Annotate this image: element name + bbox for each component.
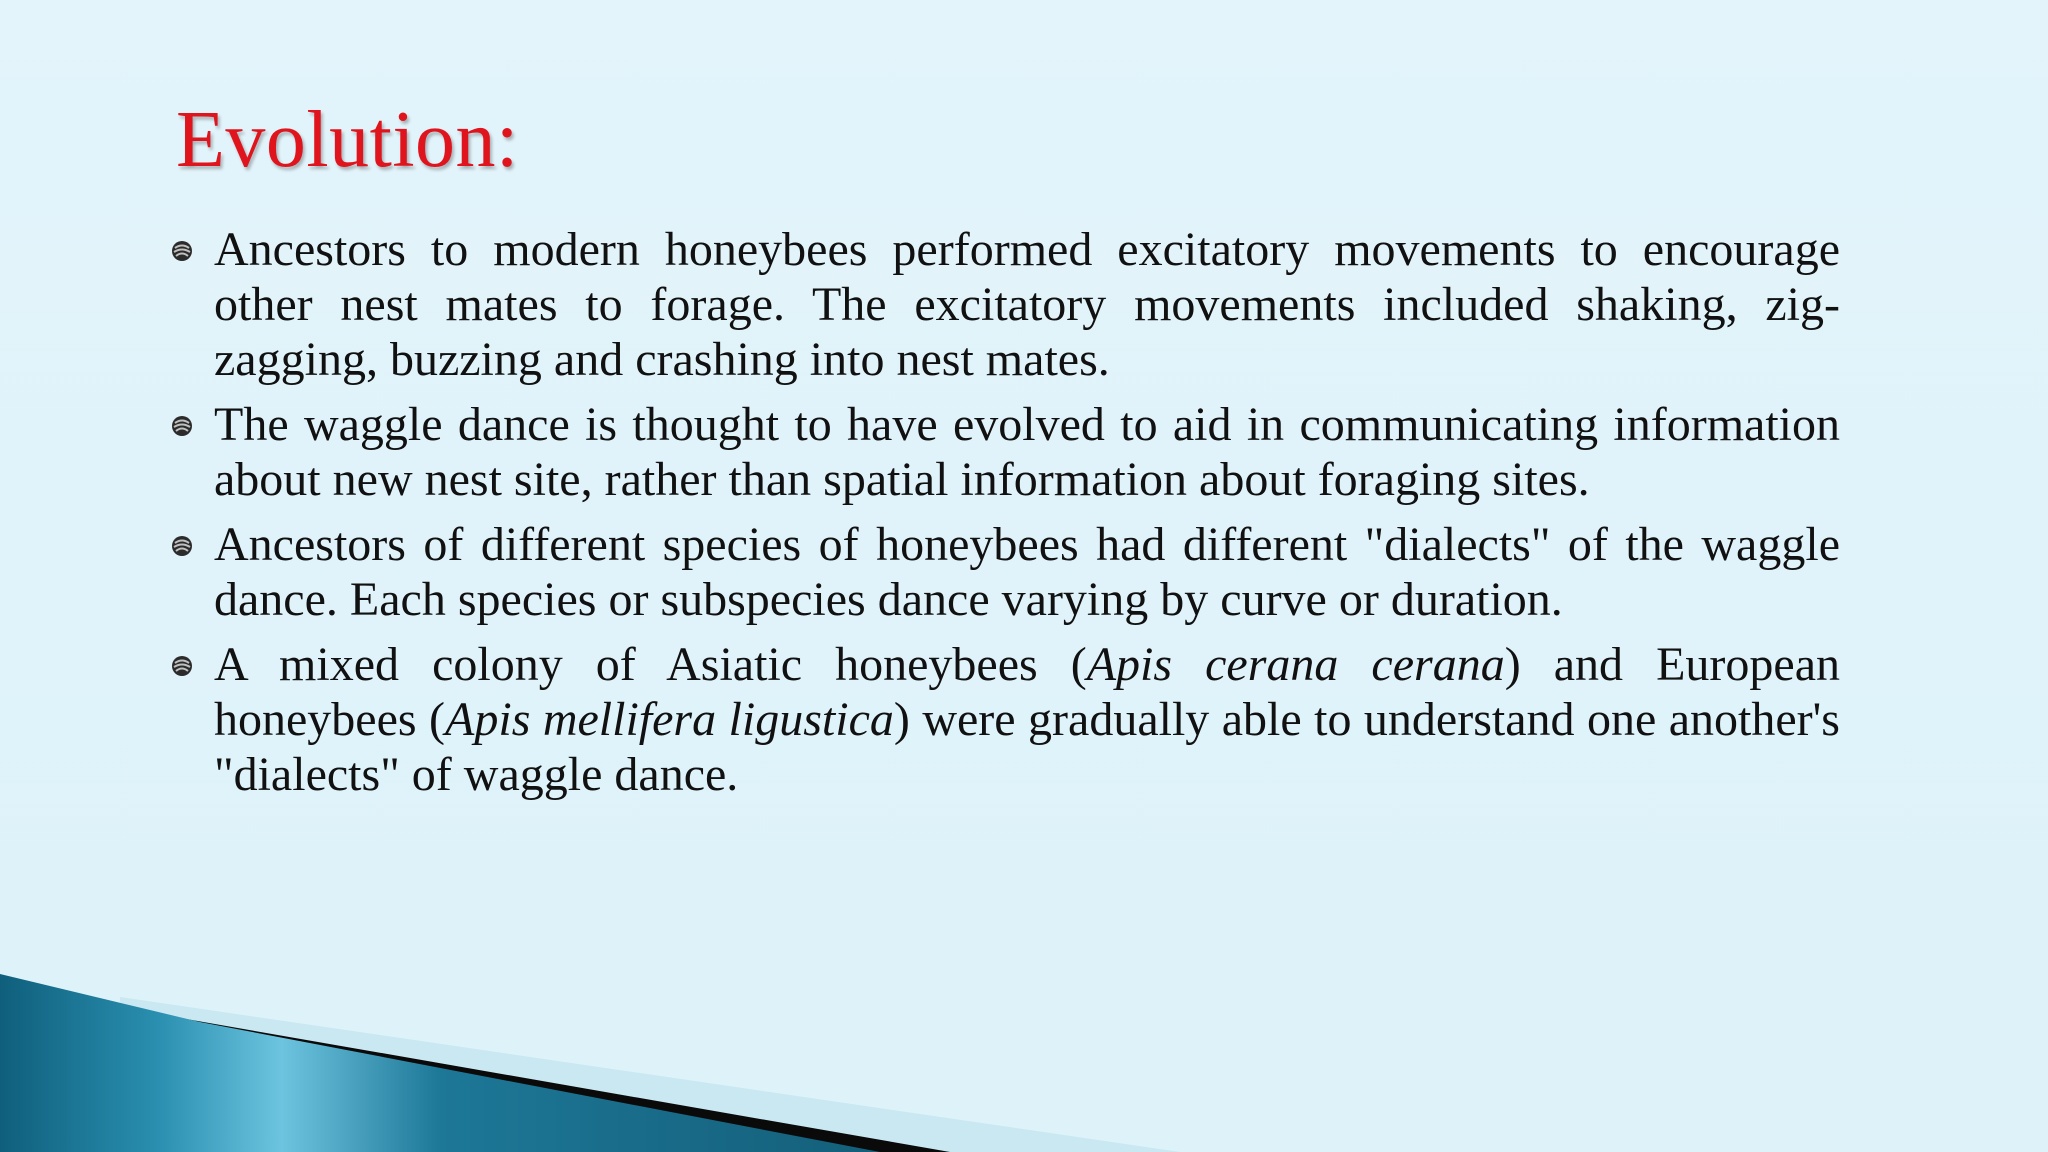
bullet-item [168, 222, 1840, 387]
swirl-bullet-icon [170, 534, 194, 558]
bullet-text: Ancestors of different species of honeybees had different "dialects" of the waggle dance. Each species or subspecies dance varying by curve or duration. [214, 518, 1840, 626]
species-name: Apis cerana cerana [1086, 638, 1505, 691]
swirl-bullet-icon [170, 239, 194, 263]
bullet-text: Ancestors to modern honeybees performed excitatory movements to encourage other nest mates to forage. The excitatory movements included shaking, zig-zagging, buzzing and crashing into nest mates. [214, 223, 1840, 386]
bullet-item [168, 637, 1840, 802]
bottom-decorative-swoosh [0, 952, 2048, 1152]
bullet-list [168, 222, 1840, 812]
bullet-item [168, 397, 1840, 507]
slide-title: Evolution: [176, 96, 519, 184]
bullet-text: ) and European honeybees ( [214, 638, 1841, 746]
swirl-bullet-icon [170, 654, 194, 678]
bullet-text: The waggle dance is thought to have evolved to aid in communicating information about new nest site, rather than spatial information about foraging sites. [214, 398, 1840, 506]
species-name: Apis mellifera ligustica [445, 693, 894, 746]
bullet-text: A mixed colony of Asiatic honeybees ( [214, 638, 1087, 691]
swirl-bullet-icon [170, 414, 194, 438]
bullet-item [168, 517, 1840, 627]
bullet-text: ) were gradually able to understand one another's "dialects" of waggle dance. [214, 693, 1840, 801]
